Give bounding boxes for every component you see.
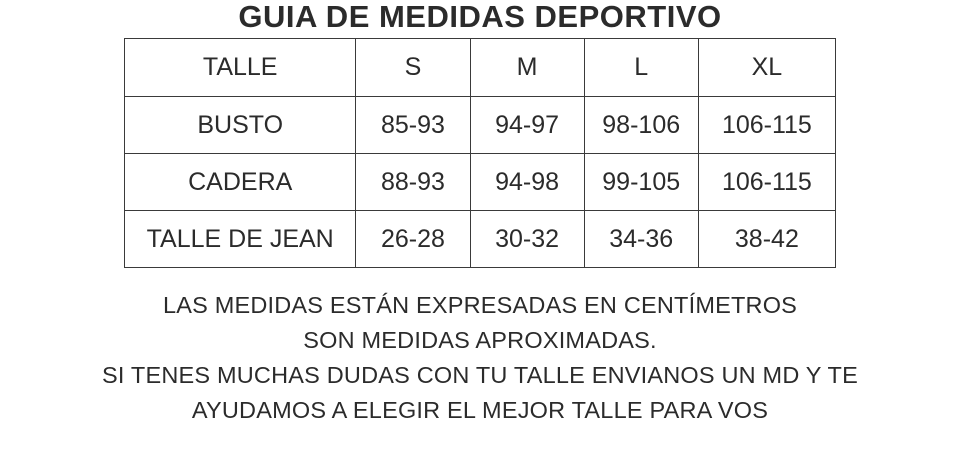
table-header-cell-l: L	[584, 39, 698, 97]
note-line-3: SI TENES MUCHAS DUDAS CON TU TALLE ENVIANOS UN MD Y TE	[101, 362, 858, 388]
cell-jean-l: 34-36	[584, 211, 698, 268]
row-label-cadera: CADERA	[125, 154, 356, 211]
cell-busto-xl: 106-115	[698, 97, 835, 154]
table-header-cell-xl: XL	[698, 39, 835, 97]
table-body	[125, 97, 836, 268]
cell-busto-s: 85-93	[356, 97, 470, 154]
row-label-busto: BUSTO	[125, 97, 356, 154]
cell-cadera-s: 88-93	[356, 154, 470, 211]
cell-busto-m: 94-97	[470, 97, 584, 154]
row-label-talle-de-jean: TALLE DE JEAN	[125, 211, 356, 268]
table-header-cell-m: M	[470, 39, 584, 97]
cell-jean-xl: 38-42	[698, 211, 835, 268]
cell-cadera-l: 99-105	[584, 154, 698, 211]
note-line-1: LAS MEDIDAS ESTÁN EXPRESADAS EN CENTÍMETROS	[162, 292, 798, 318]
table-header	[125, 39, 836, 97]
table-header-cell-talle: TALLE	[125, 39, 356, 97]
cell-busto-l: 98-106	[584, 97, 698, 154]
note-line-2: SON MEDIDAS APROXIMADAS.	[303, 327, 657, 353]
size-table-wrapper	[124, 38, 836, 268]
page-title: GUIA DE MEDIDAS DEPORTIVO	[238, 0, 722, 30]
notes-block	[0, 288, 960, 428]
table-header-row	[125, 39, 836, 97]
note-line-4: AYUDAMOS A ELEGIR EL MEJOR TALLE PARA VOS	[191, 397, 769, 423]
table-row	[125, 154, 836, 211]
table-header-cell-s: S	[356, 39, 470, 97]
size-table	[124, 38, 836, 268]
cell-jean-m: 30-32	[470, 211, 584, 268]
cell-cadera-m: 94-98	[470, 154, 584, 211]
cell-jean-s: 26-28	[356, 211, 470, 268]
table-row	[125, 97, 836, 154]
cell-cadera-xl: 106-115	[698, 154, 835, 211]
table-row	[125, 211, 836, 268]
